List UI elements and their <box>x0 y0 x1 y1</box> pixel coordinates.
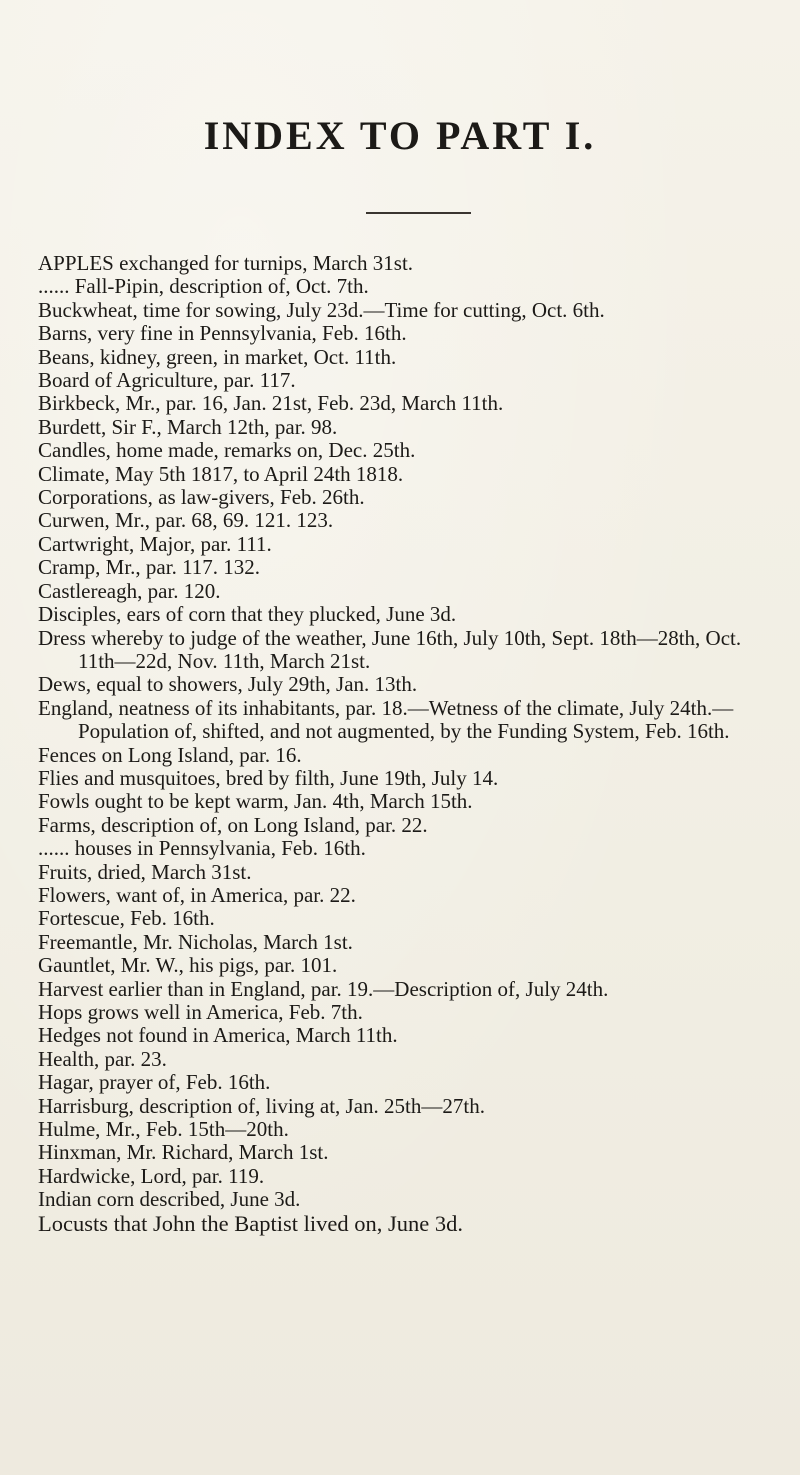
index-entry: Freemantle, Mr. Nicholas, March 1st. <box>38 929 353 954</box>
index-entry: Locusts that John the Baptist lived on, June 3d. <box>38 1210 463 1236</box>
index-entry: Buckwheat, time for sowing, July 23d.—Time for cutting, Oct. 6th. <box>38 297 605 322</box>
index-entry: APPLES exchanged for turnips, March 31st. <box>38 251 414 275</box>
index-entry: Fruits, dried, March 31st. <box>38 859 252 884</box>
index-entry: Hedges not found in America, March 11th. <box>38 1023 398 1048</box>
index-entry: Climate, May 5th 1817, to April 24th 1818. <box>38 461 404 486</box>
index-entry: Hardwicke, Lord, par. 119. <box>38 1163 265 1188</box>
index-entry: Hagar, prayer of, Feb. 16th. <box>38 1070 271 1095</box>
index-entry: Flowers, want of, in America, par. 22. <box>38 882 356 907</box>
index-entry: Disciples, ears of corn that they plucked, June 3d. <box>38 602 457 627</box>
index-entry: ...... houses in Pennsylvania, Feb. 16th. <box>38 836 366 861</box>
index-entry: England, neatness of its inhabitants, par. 18.—Wetness of the climate, July 24th.—Population of, shifted, and not augmented, by the Funding System, Feb. 16th. <box>38 695 734 744</box>
index-entry: Farms, description of, on Long Island, par. 22. <box>38 812 428 837</box>
index-entry: Harrisburg, description of, living at, Jan. 25th—27th. <box>38 1093 485 1118</box>
page-title: INDEX TO PART I. <box>203 113 597 158</box>
index-entry: Gauntlet, Mr. W., his pigs, par. 101. <box>38 953 338 978</box>
index-entry: Flies and musquitoes, bred by filth, June 19th, July 14. <box>38 765 499 790</box>
index-entry: Health, par. 23. <box>38 1046 167 1071</box>
index-entry: Fowls ought to be kept warm, Jan. 4th, March 15th. <box>38 789 473 814</box>
index-entry: Cramp, Mr., par. 117. 132. <box>38 555 261 580</box>
index-entry: Hulme, Mr., Feb. 15th—20th. <box>38 1117 289 1142</box>
index-entry: Corporations, as law-givers, Feb. 26th. <box>38 485 365 510</box>
index-entry: ...... Fall-Pipin, description of, Oct. 7th. <box>38 274 369 299</box>
index-entry: Dress whereby to judge of the weather, June 16th, July 10th, Sept. 18th—28th, Oct. 11th—22d, Nov. 11th, March 21st. <box>38 625 742 673</box>
index-entry: Birkbeck, Mr., par. 16, Jan. 21st, Feb. 23d, March 11th. <box>38 391 504 416</box>
index-entry: Hops grows well in America, Feb. 7th. <box>38 1000 363 1024</box>
index-entry: Board of Agriculture, par. 117. <box>38 368 296 393</box>
index-entry: Candles, home made, remarks on, Dec. 25th. <box>38 438 416 463</box>
index-entry: Barns, very fine in Pennsylvania, Feb. 16th. <box>38 321 407 346</box>
index-list <box>38 252 778 1235</box>
index-entry: Harvest earlier than in England, par. 19.—Description of, July 24th. <box>38 976 609 1001</box>
index-entry: Cartwright, Major, par. 111. <box>38 531 272 556</box>
index-entry: Castlereagh, par. 120. <box>38 578 221 603</box>
index-entry: Indian corn described, June 3d. <box>38 1187 301 1212</box>
index-entry: Fences on Long Island, par. 16. <box>38 742 302 767</box>
title-divider <box>366 212 471 214</box>
index-entry: Burdett, Sir F., March 12th, par. 98. <box>38 414 338 439</box>
index-entry: Beans, kidney, green, in market, Oct. 11th. <box>38 344 397 369</box>
index-entry: Curwen, Mr., par. 68, 69. 121. 123. <box>38 508 334 533</box>
index-entry: Fortescue, Feb. 16th. <box>38 906 215 931</box>
index-entry: Hinxman, Mr. Richard, March 1st. <box>38 1140 329 1165</box>
index-entry: Dews, equal to showers, July 29th, Jan. 13th. <box>38 672 418 697</box>
